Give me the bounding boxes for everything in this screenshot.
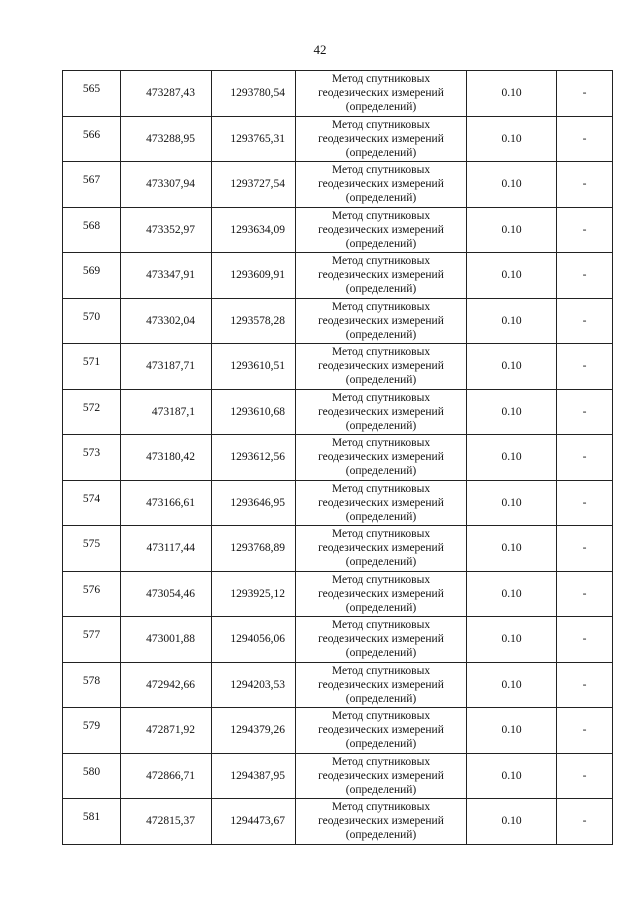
accuracy-cell: 0.10 [467,662,557,708]
x-coordinate-cell: 472942,66 [121,662,212,708]
description-cell: - [557,571,613,617]
x-coordinate-cell: 472871,92 [121,708,212,754]
method-cell: Метод спутниковых геодезических измерений (определений) [296,571,467,617]
x-coordinate-cell: 473288,95 [121,116,212,162]
accuracy-cell: 0.10 [467,116,557,162]
method-cell: Метод спутниковых геодезических измерений (определений) [296,298,467,344]
table-row [63,617,613,663]
x-coordinate-cell: 473054,46 [121,571,212,617]
table-row [63,116,613,162]
description-cell: - [557,344,613,390]
x-coordinate-cell: 473001,88 [121,617,212,663]
y-coordinate-cell: 1293610,68 [212,389,296,435]
accuracy-cell: 0.10 [467,708,557,754]
point-number-cell: 573 [63,435,121,481]
y-coordinate-cell: 1293646,95 [212,480,296,526]
x-coordinate-cell: 473287,43 [121,71,212,117]
point-number-cell: 570 [63,298,121,344]
point-number-cell: 580 [63,753,121,799]
y-coordinate-cell: 1293578,28 [212,298,296,344]
description-cell: - [557,526,613,572]
y-coordinate-cell: 1293612,56 [212,435,296,481]
y-coordinate-cell: 1294203,53 [212,662,296,708]
method-cell: Метод спутниковых геодезических измерений (определений) [296,207,467,253]
x-coordinate-cell: 473180,42 [121,435,212,481]
accuracy-cell: 0.10 [467,207,557,253]
point-number-cell: 581 [63,799,121,845]
point-number-cell: 569 [63,253,121,299]
method-cell: Метод спутниковых геодезических измерений (определений) [296,253,467,299]
y-coordinate-cell: 1293610,51 [212,344,296,390]
point-number-cell: 577 [63,617,121,663]
table-row [63,389,613,435]
accuracy-cell: 0.10 [467,526,557,572]
table-row [63,480,613,526]
method-cell: Метод спутниковых геодезических измерений (определений) [296,662,467,708]
x-coordinate-cell: 473187,1 [121,389,212,435]
method-cell: Метод спутниковых геодезических измерений (определений) [296,526,467,572]
description-cell: - [557,480,613,526]
table-row [63,71,613,117]
description-cell: - [557,435,613,481]
method-cell: Метод спутниковых геодезических измерений (определений) [296,708,467,754]
description-cell: - [557,389,613,435]
method-cell: Метод спутниковых геодезических измерений (определений) [296,799,467,845]
coordinates-table-body [63,71,613,845]
accuracy-cell: 0.10 [467,389,557,435]
table-row [63,435,613,481]
method-cell: Метод спутниковых геодезических измерений (определений) [296,753,467,799]
point-number-cell: 568 [63,207,121,253]
point-number-cell: 565 [63,71,121,117]
table-row [63,344,613,390]
description-cell: - [557,662,613,708]
table-row [63,753,613,799]
accuracy-cell: 0.10 [467,253,557,299]
point-number-cell: 578 [63,662,121,708]
table-row [63,162,613,208]
method-cell: Метод спутниковых геодезических измерений (определений) [296,71,467,117]
description-cell: - [557,298,613,344]
method-cell: Метод спутниковых геодезических измерений (определений) [296,344,467,390]
method-cell: Метод спутниковых геодезических измерений (определений) [296,389,467,435]
table-row [63,799,613,845]
table-row [63,298,613,344]
method-cell: Метод спутниковых геодезических измерений (определений) [296,435,467,481]
description-cell: - [557,617,613,663]
y-coordinate-cell: 1293925,12 [212,571,296,617]
x-coordinate-cell: 473302,04 [121,298,212,344]
description-cell: - [557,207,613,253]
x-coordinate-cell: 472815,37 [121,799,212,845]
y-coordinate-cell: 1293727,54 [212,162,296,208]
x-coordinate-cell: 472866,71 [121,753,212,799]
y-coordinate-cell: 1294056,06 [212,617,296,663]
accuracy-cell: 0.10 [467,571,557,617]
table-row [63,571,613,617]
description-cell: - [557,253,613,299]
description-cell: - [557,116,613,162]
x-coordinate-cell: 473352,97 [121,207,212,253]
table-row [63,662,613,708]
table-row [63,526,613,572]
point-number-cell: 566 [63,116,121,162]
y-coordinate-cell: 1293765,31 [212,116,296,162]
x-coordinate-cell: 473187,71 [121,344,212,390]
y-coordinate-cell: 1294387,95 [212,753,296,799]
point-number-cell: 579 [63,708,121,754]
accuracy-cell: 0.10 [467,71,557,117]
description-cell: - [557,708,613,754]
accuracy-cell: 0.10 [467,435,557,481]
accuracy-cell: 0.10 [467,617,557,663]
y-coordinate-cell: 1293634,09 [212,207,296,253]
coordinates-table [62,70,613,845]
table-row [63,708,613,754]
point-number-cell: 571 [63,344,121,390]
table-row [63,253,613,299]
page-number: 42 [313,42,327,57]
y-coordinate-cell: 1293609,91 [212,253,296,299]
point-number-cell: 576 [63,571,121,617]
method-cell: Метод спутниковых геодезических измерений (определений) [296,162,467,208]
description-cell: - [557,753,613,799]
point-number-cell: 567 [63,162,121,208]
point-number-cell: 574 [63,480,121,526]
x-coordinate-cell: 473117,44 [121,526,212,572]
accuracy-cell: 0.10 [467,480,557,526]
y-coordinate-cell: 1293768,89 [212,526,296,572]
y-coordinate-cell: 1293780,54 [212,71,296,117]
point-number-cell: 572 [63,389,121,435]
accuracy-cell: 0.10 [467,298,557,344]
x-coordinate-cell: 473166,61 [121,480,212,526]
method-cell: Метод спутниковых геодезических измерений (определений) [296,617,467,663]
accuracy-cell: 0.10 [467,753,557,799]
table-row [63,207,613,253]
x-coordinate-cell: 473347,91 [121,253,212,299]
description-cell: - [557,71,613,117]
point-number-cell: 575 [63,526,121,572]
y-coordinate-cell: 1294473,67 [212,799,296,845]
accuracy-cell: 0.10 [467,344,557,390]
y-coordinate-cell: 1294379,26 [212,708,296,754]
accuracy-cell: 0.10 [467,799,557,845]
x-coordinate-cell: 473307,94 [121,162,212,208]
accuracy-cell: 0.10 [467,162,557,208]
description-cell: - [557,799,613,845]
description-cell: - [557,162,613,208]
method-cell: Метод спутниковых геодезических измерений (определений) [296,116,467,162]
method-cell: Метод спутниковых геодезических измерений (определений) [296,480,467,526]
